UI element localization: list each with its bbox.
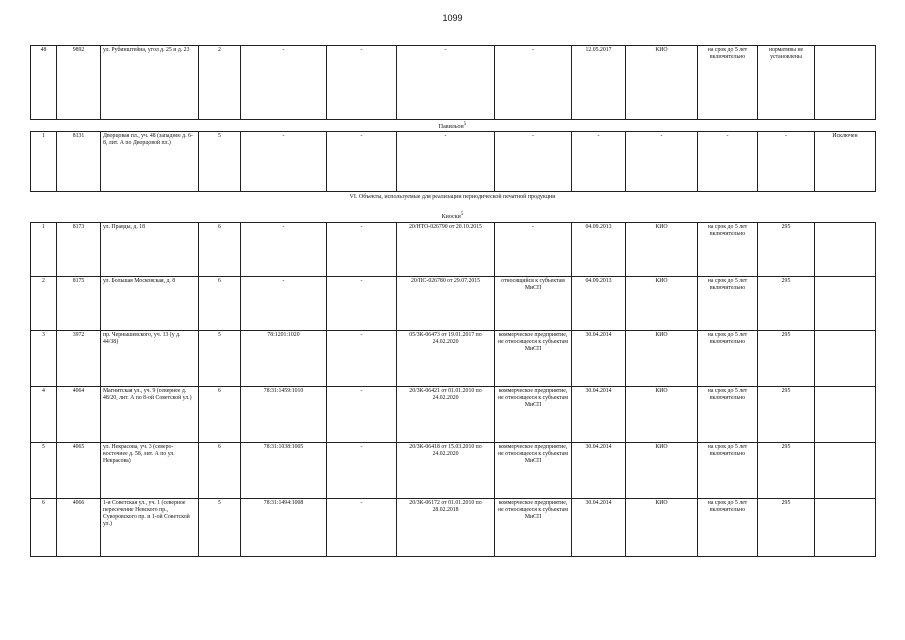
authority-cell: КИО [626, 331, 698, 387]
table-row [31, 387, 876, 443]
authority-cell: КИО [626, 223, 698, 277]
object-address: ул. Некрасова, уч. 3 (северо-восточнее д. 58, лит. А по ул. Некрасова) [101, 443, 199, 499]
term-cell: на срок до 5 лет включительно [698, 331, 758, 387]
area-cell: 5 [199, 499, 241, 557]
date-cell: 12.05.2017 [572, 46, 626, 120]
area-cell: 6 [199, 387, 241, 443]
cadastral-cell: 78:1201:1020 [241, 331, 327, 387]
register-table-pavilion [30, 131, 876, 192]
cell-6: - [327, 132, 397, 192]
cadastral-cell: 78:31:1459:1010 [241, 387, 327, 443]
contract-cell: 20/ЗК-06172 от 01.01.2010 по 28.02.2018 [397, 499, 495, 557]
date-cell: 30.04.2014 [572, 499, 626, 557]
object-code: 9892 [57, 46, 101, 120]
table-row [31, 277, 876, 331]
note-cell [815, 499, 876, 557]
row-number: 6 [31, 499, 57, 557]
owner-type-cell: коммерческое предприятие, не относящееся к субъектам МиСП [495, 499, 572, 557]
area-cell: 6 [199, 223, 241, 277]
term-cell: на срок до 5 лет включительно [698, 46, 758, 120]
register-table-top [30, 45, 876, 120]
object-address: пр. Чернышевского, уч. 13 (у д. 44/38) [101, 331, 199, 387]
row-number: 2 [31, 277, 57, 331]
term-cell: на срок до 5 лет включительно [698, 387, 758, 443]
cell-6: - [327, 223, 397, 277]
object-address: Дворцовая пл., уч. 48 (западнее д. 6-8, лит. А по Дворцовой пл.) [101, 132, 199, 192]
authority-cell: - [626, 132, 698, 192]
norm-cell: 295 [758, 387, 815, 443]
page-number: 1099 [442, 13, 463, 23]
object-code: 8131 [57, 132, 101, 192]
term-cell: на срок до 5 лет включительно [698, 499, 758, 557]
note-cell [815, 443, 876, 499]
note-cell: Исключен [815, 132, 876, 192]
owner-type-cell: коммерческое предприятие, не относящееся к субъектам МиСП [495, 331, 572, 387]
object-code: 4065 [57, 443, 101, 499]
norm-cell: нормативы не установлены [758, 46, 815, 120]
term-cell: на срок до 5 лет включительно [698, 223, 758, 277]
contract-cell: 05/ЗК-06473 от 19.01.2017 по 24.02.2020 [397, 331, 495, 387]
norm-cell: 295 [758, 331, 815, 387]
section-pavilion-label: Павильон [438, 124, 464, 130]
object-code: 4064 [57, 387, 101, 443]
cadastral-cell: 78:31:1038:1005 [241, 443, 327, 499]
owner-type-cell: коммерческое предприятие, не относящееся к субъектам МиСП [495, 387, 572, 443]
cell-6: - [327, 277, 397, 331]
footnote-mark: 5 [463, 122, 467, 127]
norm-cell: - [758, 132, 815, 192]
section-kiosk-label: Киоски [441, 214, 461, 220]
contract-cell: 20/НТО-026790 от 20.10.2015 [397, 223, 495, 277]
row-number: 48 [31, 46, 57, 120]
norm-cell: 295 [758, 443, 815, 499]
note-cell [815, 223, 876, 277]
section-vi-title: VI. Объекты, используемые для реализации периодической печатной продукции [349, 194, 556, 200]
register-table-kiosks [30, 222, 876, 557]
table-row [31, 499, 876, 557]
term-cell: на срок до 5 лет включительно [698, 277, 758, 331]
date-cell: 30.04.2014 [572, 443, 626, 499]
area-cell: 2 [199, 46, 241, 120]
cell-6: - [327, 387, 397, 443]
contract-cell: 20/ПС-026780 от 29.07.2015 [397, 277, 495, 331]
area-cell: 5 [199, 331, 241, 387]
cadastral-cell: 78:31:1494:1008 [241, 499, 327, 557]
term-cell: на срок до 5 лет включительно [698, 443, 758, 499]
note-cell [815, 277, 876, 331]
object-code: 3972 [57, 331, 101, 387]
authority-cell: КИО [626, 499, 698, 557]
date-cell: 30.04.2014 [572, 331, 626, 387]
area-cell: 5 [199, 132, 241, 192]
object-address: 1-я Советская ул., уч. 1 (северное пересечение Невского пр., Суворовского пр. и 1-ой Советской ул.) [101, 499, 199, 557]
area-cell: 6 [199, 443, 241, 499]
owner-type-cell: - [495, 46, 572, 120]
cell-6: - [327, 331, 397, 387]
object-address: ул. Правды, д. 18 [101, 223, 199, 277]
object-code: 4066 [57, 499, 101, 557]
table-row [31, 132, 876, 192]
table-row [31, 443, 876, 499]
cell-6: - [327, 443, 397, 499]
cadastral-cell: - [241, 223, 327, 277]
cell-6: - [327, 499, 397, 557]
date-cell: - [572, 132, 626, 192]
note-cell [815, 331, 876, 387]
term-cell: - [698, 132, 758, 192]
contract-cell: 20/ЗК-06421 от 01.01.2010 по 24.02.2020 [397, 387, 495, 443]
section-kiosk-title [30, 212, 875, 220]
owner-type-cell: коммерческое предприятие, не относящееся к субъектам МиСП [495, 443, 572, 499]
table-row [31, 331, 876, 387]
authority-cell: КИО [626, 277, 698, 331]
object-address: Магнитская ул., уч. 9 (севернее д. 48/20, лит. А по 8-ой Советской ул.) [101, 387, 199, 443]
cadastral-cell: - [241, 132, 327, 192]
row-number: 3 [31, 331, 57, 387]
owner-type-cell: - [495, 223, 572, 277]
date-cell: 04.09.2013 [572, 223, 626, 277]
row-number: 1 [31, 132, 57, 192]
contract-cell: - [397, 132, 495, 192]
row-number: 5 [31, 443, 57, 499]
owner-type-cell: - [495, 132, 572, 192]
note-cell [815, 387, 876, 443]
norm-cell: 295 [758, 499, 815, 557]
footnote-mark: 5 [460, 212, 464, 217]
date-cell: 04.09.2013 [572, 277, 626, 331]
norm-cell: 295 [758, 277, 815, 331]
note-cell [815, 46, 876, 120]
cadastral-cell: - [241, 277, 327, 331]
object-address: ул. Большая Московская, д. 8 [101, 277, 199, 331]
section-pavilion-title [30, 122, 875, 130]
object-code: 8175 [57, 277, 101, 331]
row-number: 4 [31, 387, 57, 443]
authority-cell: КИО [626, 46, 698, 120]
contract-cell: 20/ЗК-06418 от 15.03.2010 по 24.02.2020 [397, 443, 495, 499]
object-code: 8173 [57, 223, 101, 277]
row-number: 1 [31, 223, 57, 277]
cell-6: - [327, 46, 397, 120]
date-cell: 30.04.2014 [572, 387, 626, 443]
table-row [31, 223, 876, 277]
area-cell: 6 [199, 277, 241, 331]
authority-cell: КИО [626, 443, 698, 499]
norm-cell: 295 [758, 223, 815, 277]
owner-type-cell: относящийся к субъектам МиСП [495, 277, 572, 331]
authority-cell: КИО [626, 387, 698, 443]
cadastral-cell: - [241, 46, 327, 120]
table-row [31, 46, 876, 120]
object-address: ул. Рубинштейна, угол д. 25 и д. 23 [101, 46, 199, 120]
contract-cell: - [397, 46, 495, 120]
